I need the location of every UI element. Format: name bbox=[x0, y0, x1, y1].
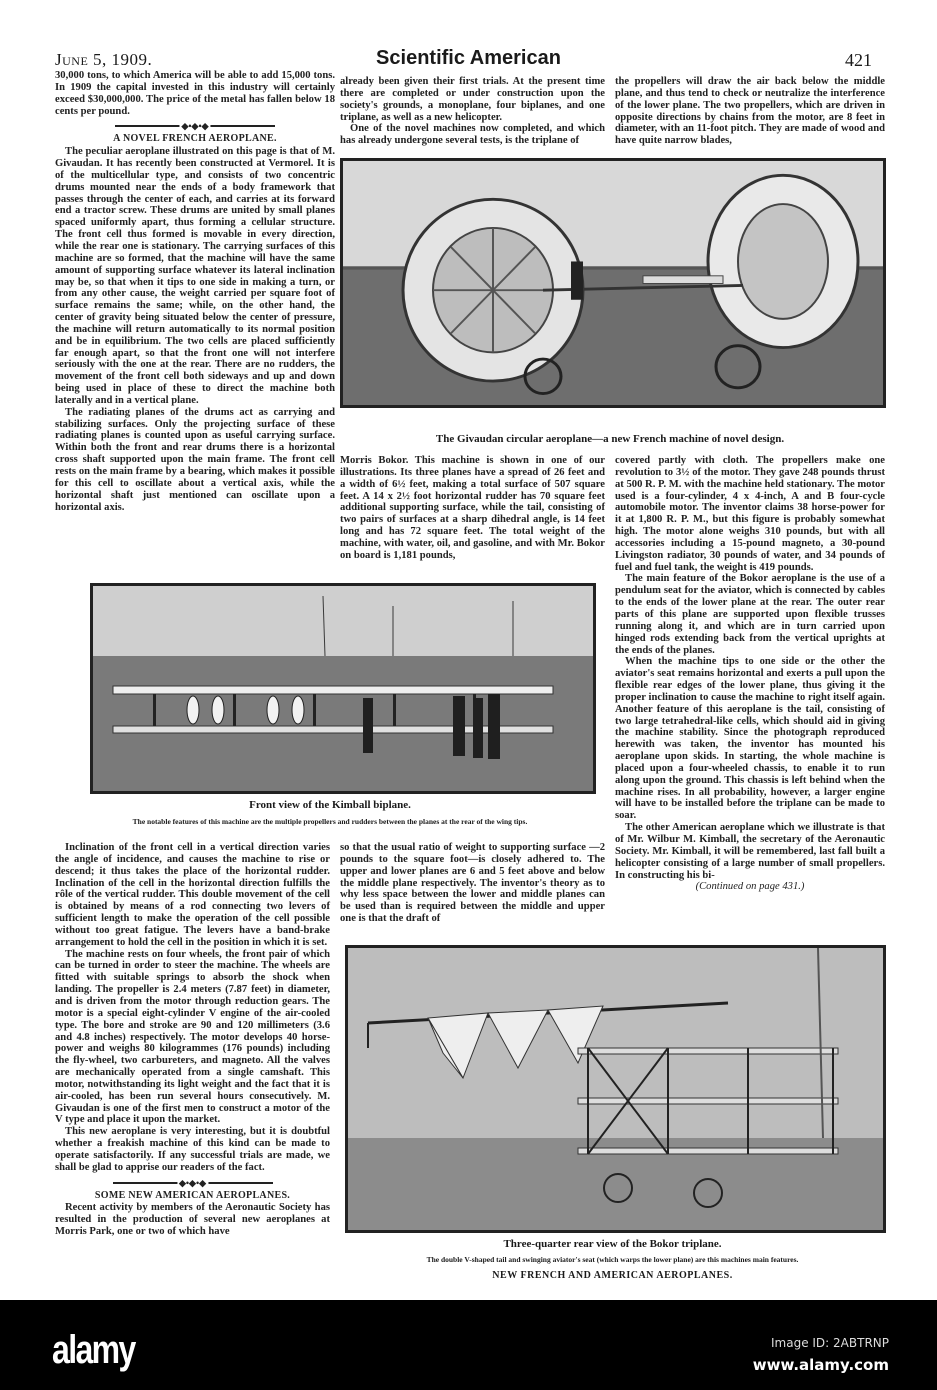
article-column-2-bottom bbox=[340, 842, 605, 925]
section-title: NEW FRENCH AND AMERICAN AEROPLANES. bbox=[492, 1270, 733, 1281]
paragraph: already been given their first trials. At the present time there are completed or under construction upon the society's grounds, a monoplane, four biplanes, and one triplane, as well as a new helicopter. bbox=[340, 76, 605, 123]
alamy-logo: alamy bbox=[52, 1328, 135, 1372]
continued-note: (Continued on page 431.) bbox=[695, 881, 805, 893]
intro-paragraph: 30,000 tons, to which America will be able to add 15,000 tons. In 1909 the capital invested in this industry will certainly exceed $30,000,000. The price of the metal has fallen below 18 cents per pound. bbox=[55, 70, 335, 117]
paragraph: One of the novel machines now completed, and which has already undergone several tests, is the triplane of bbox=[340, 123, 605, 147]
paragraph: When the machine tips to one side or the other the aviator's seat remains horizontal and exerts a pull upon the flexible rear edges of the lower plane, thus giving it the proper inclination to cause the machine to right itself again. Another feature of this aeroplane is the tail, consisting of two large tetrahedral-like cells, which should aid in giving the machine stability. Since the photograph reproduced herewith was taken, the inventor has mounted his aeroplane upon skids. In starting, the whole machine is placed upon a four-wheeled chassis, to enable it to run along upon the ground. This chassis is left behind when the machine rises. In all probability, however, a larger engine will have to be installed before the triplane can be made to soar. bbox=[615, 656, 885, 822]
paragraph: The machine rests on four wheels, the front pair of which can be turned in order to steer the machine. The wheels are fitted with suitable springs to absorb the shock when landing. The propeller is 2.4 meters (7.87 feet) in diameter, and is driven from the motor through reduction gears. The motor is a special eight-cylinder V engine of the air-cooled type. The bore and stroke are 90 and 120 millimeters (3.6 and 4.8 inches) respectively. The motor develops 40 horse-power and weighs 80 kilogrammes (176 pounds) including the fly-wheel, two carbureters, and magneto. All the valves are mechanically operated from a single camshaft. This motor, notwithstanding its light weight and the fact that it is air-cooled, has been run several hours consecutively. M. Givaudan is one of the first men to construct a motor of the V type and place it upon the market. bbox=[55, 948, 330, 1126]
section-divider: ◆•◆•◆ bbox=[113, 1178, 273, 1188]
paragraph: Inclination of the front cell in a vertical direction varies the angle of incidence, and causes the machine to rise or descend; it thus takes the place of the horizontal rudder. Inclination of the cell in the horizontal direction fulfills the rôle of the vertical rudder. This double movement of the cell is obtained by means of a rod connecting two levers of sufficient length to make the operation of the cell possible without too great fatigue. The levers have a band-brake arrangement to hold the cell in the position in which it is set. bbox=[55, 842, 330, 948]
paragraph: Recent activity by members of the Aeronautic Society has resulted in the production of several new aeroplanes at Morris Park, one or two of which have bbox=[55, 1202, 330, 1238]
section-heading: A NOVEL FRENCH AEROPLANE. bbox=[113, 133, 277, 145]
paragraph: The main feature of the Bokor aeroplane is the use of a pendulum seat for the aviator, which is connected by cables to the ends of the lower plane at the rear. The outer rear parts of this plane are supported upon flexible trusses running along it, and which are in turn carried upon hinged rods extending back from the vertical uprights at the ends of the planes. bbox=[615, 573, 885, 656]
section-divider: ◆•◆•◆ bbox=[115, 121, 275, 131]
figure-subcaption: The notable features of this machine are the multiple propellers and rudders between the planes at the rear of the wing tips. bbox=[132, 817, 528, 826]
paragraph: The other American aeroplane which we illustrate is that of Mr. Wilbur M. Kimball, the secretary of the Aeronautic Society. Mr. Kimball, it will be remembered, last fall built a helicopter consisting of a large number of small propellers. In constructing his bi- bbox=[615, 822, 885, 881]
kimball-biplane-photo bbox=[90, 583, 596, 794]
publication-title: Scientific American bbox=[376, 47, 561, 69]
issue-date: June 5, 1909. bbox=[55, 50, 153, 69]
paragraph: This new aeroplane is very interesting, but it is doubtful whether a freakish machine of this kind can be made to operate satisfactorily. If any successful trials are made, we shall be glad to apprise our readers of the fact. bbox=[55, 1126, 330, 1173]
givaudan-aeroplane-photo bbox=[340, 158, 886, 408]
paragraph: covered partly with cloth. The propellers make one revolution to 3½ of the motor. They gave 248 pounds thrust at 500 R. P. M. with the machine held stationary. The motor used is a four-cylinder, 4 x 4-inch, A and B four-cycle automobile motor. The inventor claims 38 horse-power for it at 1,800 R. P. M., but this figure is probably somewhat high. The motor alone weighs 310 pounds, but with all accessories including a 15-pound magneto, a 30-pound Livingston radiator, 30 pounds of water, and 34 pounds of fuel and fuel tank, the weight is 419 pounds. bbox=[615, 455, 885, 573]
figure-caption: Front view of the Kimball biplane. bbox=[249, 799, 411, 811]
site-url: www.alamy.com bbox=[752, 1356, 889, 1374]
paragraph: so that the usual ratio of weight to supporting surface —2 pounds to the square foot—is closely adhered to. The upper and lower planes are 6 and 5 feet above and below the middle plane respectively. The inventor's theory as to why less space between the lower and middle planes can be used than is required between the middle and upper one is that the draft of bbox=[340, 842, 605, 925]
article-column-3-top bbox=[615, 76, 885, 147]
article-column-2-top bbox=[340, 76, 605, 147]
image-id: Image ID: 2ABTRNP bbox=[771, 1336, 889, 1350]
article-column-1-bottom bbox=[55, 842, 330, 1238]
paragraph: Morris Bokor. This machine is shown in one of our illustrations. Its three planes have a spread of 26 feet and a width of 6½ feet, making a total surface of 507 square feet. A 14 x 2½ foot horizontal rudder has 70 square feet additional supporting surface, while the tail, consisting of two pairs of surfaces at a sharp dihedral angle, is 14 feet long and has 72 square feet. The total weight of the machine, with water, oil, and gasoline, and with Mr. Bokor on board is 1,181 pounds, bbox=[340, 455, 605, 561]
paragraph: The peculiar aeroplane illustrated on this page is that of M. Givaudan. It has recently been constructed at Vermorel. It is of the multicellular type, and consists of two concentric drums mounted near the ends of a body framework that passes through the center of each, and carries at its forward end a tractor screw. These drums are united by small planes spaced uniformly apart, thus forming a cellular structure. The front cell thus formed is movable in every direction, while the rear one is stationary. The carrying surfaces of this machine are so formed, that the machine will have the same amount of supporting surface whatever its lateral inclination may be, so that when it tips to one side in making a turn, or from any other cause, the weight carried per square foot of surface remains the same; while, on the other hand, the center of gravity being situated below the center of pressure, the machine will return automatically to its normal position and be in equilibrium. The two cells are placed sufficiently far enough apart, so that the front one will not interfere seriously with the one at the rear. There are no rudders, the movement of the front cell both sideways and up and down being used in place of these to direct the machine both laterally and in a vertical plane. bbox=[55, 146, 335, 406]
figure-caption: The Givaudan circular aeroplane—a new French machine of novel design. bbox=[435, 433, 785, 445]
article-column-1-top bbox=[55, 70, 335, 513]
figure-subcaption: The double V-shaped tail and swinging aviator's seat (which warps the lower plane) are this machines main features. bbox=[426, 1255, 799, 1264]
watermark-banner bbox=[0, 1300, 937, 1390]
figure-caption: Three-quarter rear view of the Bokor triplane. bbox=[503, 1238, 722, 1250]
article-column-3-mid bbox=[615, 455, 885, 893]
bokor-triplane-photo bbox=[345, 945, 886, 1233]
paragraph: the propellers will draw the air back below the middle plane, and thus tend to check or neutralize the interference of the lower plane. The two propellers, which are driven in opposite directions by chains from the motor, are 8 feet in diameter, with an 11-foot pitch. They are made of wood and have quite narrow blades, bbox=[615, 76, 885, 147]
section-heading: SOME NEW AMERICAN AEROPLANES. bbox=[94, 1189, 291, 1201]
page-number: 421 bbox=[845, 50, 872, 70]
paragraph: The radiating planes of the drums act as carrying and stabilizing surfaces. Only the projecting surface of these radiating planes is counted upon as useful carrying surface. Within both the front and rear drums there is a horizontal cross shaft supported upon the main frame. The front cell rests on the main frame by a bearing, which makes it possible for this cell to oscillate about a vertical axis, while the horizontal shaft just mentioned can oscillate upon a horizontal axis. bbox=[55, 406, 335, 513]
article-column-2-mid bbox=[340, 455, 605, 562]
